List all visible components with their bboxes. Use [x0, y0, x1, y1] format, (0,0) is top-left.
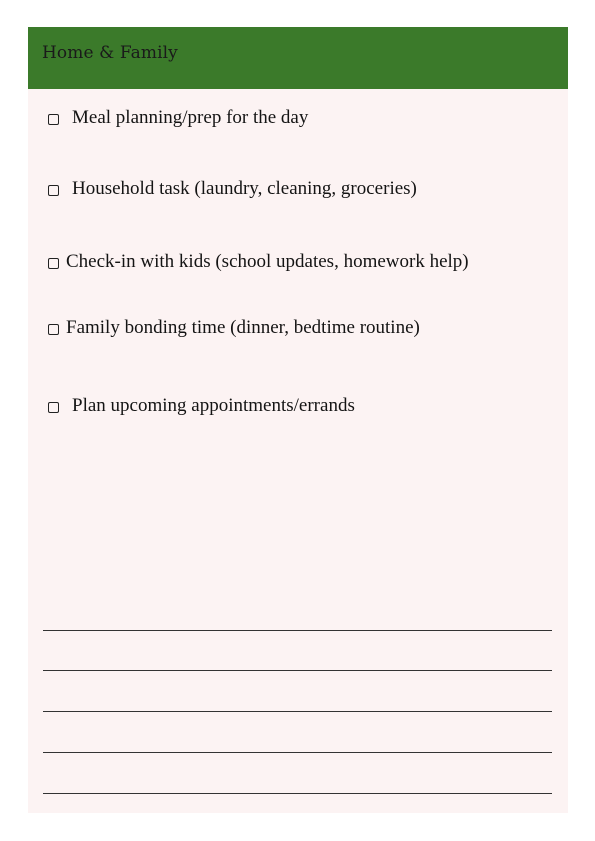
task-label: Check-in with kids (school updates, homework help) [66, 251, 469, 272]
checkbox[interactable] [48, 324, 59, 335]
task-item-family-bonding [48, 317, 420, 339]
task-label: Meal planning/prep for the day [72, 107, 309, 128]
note-line [43, 752, 552, 753]
checkbox[interactable] [48, 185, 59, 196]
note-line [43, 670, 552, 671]
home-family-card [28, 27, 568, 813]
task-item-appointments [48, 395, 355, 417]
note-line [43, 711, 552, 712]
task-item-meal-planning [48, 107, 308, 129]
task-label: Household task (laundry, cleaning, groceries) [72, 178, 417, 199]
task-item-household [48, 178, 417, 200]
checkbox[interactable] [48, 258, 59, 269]
checkbox[interactable] [48, 402, 59, 413]
note-line [43, 793, 552, 794]
checkbox[interactable] [48, 114, 59, 125]
section-title: Home & Family [42, 43, 178, 63]
task-label: Plan upcoming appointments/errands [72, 395, 355, 416]
task-label: Family bonding time (dinner, bedtime routine) [66, 317, 420, 338]
section-header [28, 27, 568, 89]
note-line [43, 630, 552, 631]
task-item-kids-checkin [48, 251, 469, 273]
